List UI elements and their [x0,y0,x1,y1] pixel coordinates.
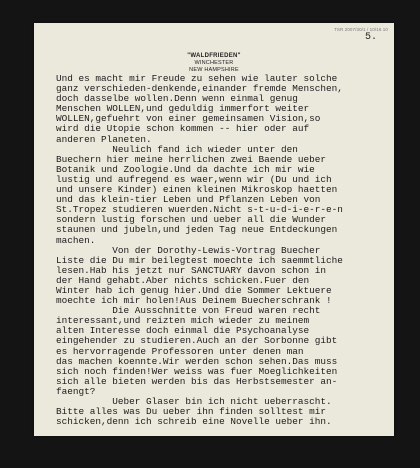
text-line: sondern lustig forschen und ueber all die Wunder [56,214,327,226]
text-line: Buechern hier meine herrlichen zwei Baende ueber [56,153,327,165]
text-line: sich noch finden!Wer weiss was fuer Moeglichkeiten [56,365,338,377]
text-line: anderen Planeten. [56,133,152,145]
text-line: es hervorragende Professoren unter denen man [56,345,304,357]
text-line: staunen und jubeln,und jeden Tag neue Entdeckungen [56,224,338,236]
text-line: faengt? [56,385,96,397]
text-line: Neulich fand ich wieder unter den [56,143,298,155]
letterhead-name: "WALDFRIEDEN" [187,53,241,59]
text-line: Ueber Glaser bin ich nicht ueberrascht. [56,396,332,407]
text-line: Bitte alles was Du ueber ihn finden solltest mir [56,406,327,418]
text-line: Winter hab ich genug hier.Und die Sommer Lektuere [56,284,332,296]
archive-reference: TSR 2007/30/1 / 10/16 10 [334,27,388,32]
text-line: und das klein-tier Leben und Pflanzen Leben von [56,194,321,206]
text-line: Menschen WOLLEN,und geduldig immerfort weiter [56,103,310,115]
text-line: sich alle bieten werden bis das Herbstsemester an- [56,375,338,387]
text-line: lesen.Hab his jetzt nur SANCTUARY davon schon in [56,264,327,276]
text-line: Von der Dorothy-Lewis-Vortrag Buecher [56,244,321,256]
text-line: Liste die Du mir beilegtest moechte ich saemmtliche [56,254,343,266]
text-line: interessant,und reizten mich wieder zu meinem [56,315,310,327]
text-line: das machen koennte.Wir werden schon sehen.Das muss [56,355,338,367]
text-line: wird die Utopie schon kommen -- hier oder auf [56,123,310,135]
text-line: der Hand gehabt.Aber nichts schicken.Fuer den [56,274,310,286]
text-line: WOLLEN,gefuehrt von einer gemeinsamen Vision,so [56,113,321,125]
text-line: Und es macht mir Freude zu sehen wie lauter solche [56,73,338,84]
text-line: machen. [56,234,96,246]
letterhead [34,53,394,73]
letterhead-town: WINCHESTER [194,60,234,66]
letterhead-state: NEW HAMPSHIRE [189,66,239,73]
text-line: St.Tropez studieren wuerden.Nicht s-t-u-d-i-e-r-e-n [56,204,343,216]
text-line: schicken,denn ich schreib eine Novelle ueber ihn. [56,416,332,428]
letter-body [56,74,392,427]
text-line: lustig und aufregend es waer,wenn wir (Du und ich [56,173,332,185]
text-line: Botanik und Zoologie.Und da dachte ich mir wie [56,163,315,175]
letter-page [34,23,394,436]
text-line: ganz verschieden-denkende,einander fremde Menschen, [56,83,343,95]
text-line: doch dasselbe wollen.Denn wenn einmal genug [56,93,298,105]
page-number: 5. [364,32,377,43]
text-line: moechte ich mir holen!Aus Deinem Buecherschrank ! [56,295,332,307]
text-line: Die Ausschnitte von Freud waren recht [56,305,321,317]
text-line: alten Interesse doch einmal die Psychoanalyse [56,325,310,337]
text-line: eingehender zu studieren.Auch an der Sorbonne gibt [56,335,338,347]
text-line: und unsere Kinder) einen kleinen Mikroskop haetten [56,184,338,196]
